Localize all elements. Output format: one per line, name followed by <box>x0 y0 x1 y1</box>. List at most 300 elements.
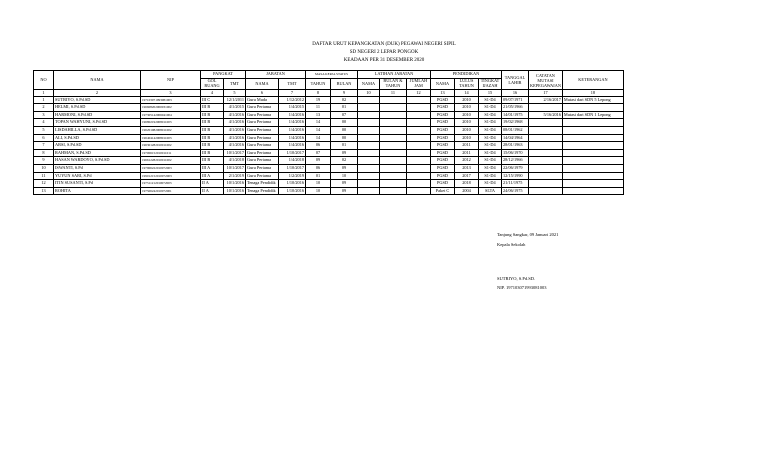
cell-lulus: 2018 <box>455 180 479 188</box>
table-row <box>34 96 624 104</box>
cell-mk-tahun: 06 <box>306 142 331 150</box>
cell-nama: HELMI, S.Pd.SD <box>54 104 141 112</box>
cell-mk-tahun: 14 <box>306 126 331 134</box>
cell-tmt: 4/1/2016 <box>224 111 246 119</box>
cell-nip: 196301282010011002 <box>141 142 201 150</box>
header-tahun: TAHUN <box>306 79 331 90</box>
cell-nip: 196201082008011002 <box>141 126 201 134</box>
cell-tingkat: S1-D4 <box>479 126 502 134</box>
cell-gol: III B <box>201 104 224 112</box>
cell-pend-nama: PGSD <box>431 164 455 172</box>
cell-pend-nama: PGSD <box>431 180 455 188</box>
cell-empty <box>380 119 407 127</box>
cell-lahir: 22/06/1979 <box>502 164 529 172</box>
cell-lahir: 24/06/1975 <box>502 187 529 195</box>
table-row <box>34 126 624 134</box>
cell-jab-tmt: 1/4/2018 <box>279 157 306 165</box>
cell-nama: HASAN WARDOYO, S.Pd.SD <box>54 157 141 165</box>
cell-empty <box>407 142 431 150</box>
cell-empty <box>407 164 431 172</box>
cell-empty <box>407 172 431 180</box>
cell-lahir: 14/01/1975 <box>502 111 529 119</box>
cell-lulus: 2010 <box>455 126 479 134</box>
cell-empty <box>380 149 407 157</box>
cell-tingkat: S1-D4 <box>479 180 502 188</box>
table-row <box>34 134 624 142</box>
cell-no: 1 <box>34 96 54 104</box>
cell-jab-nama: Guru Pertama <box>246 157 279 165</box>
header-row-1 <box>34 71 624 79</box>
cell-no: 9 <box>34 157 54 165</box>
report-date: KEADAAN PER 31 DESEMBER 2020 <box>343 58 425 63</box>
cell-lulus: 2010 <box>455 111 479 119</box>
header-nip: NIP <box>141 71 201 90</box>
column-number: 16 <box>502 90 529 97</box>
table-row <box>34 157 624 165</box>
cell-gol: III A <box>201 172 224 180</box>
cell-gol: III B <box>201 111 224 119</box>
cell-jab-tmt: 1/10/2016 <box>279 180 306 188</box>
cell-empty <box>407 111 431 119</box>
cell-mk-tahun: 07 <box>306 149 331 157</box>
cell-empty <box>380 96 407 104</box>
cell-tmt: 4/1/2018 <box>224 157 246 165</box>
cell-empty <box>358 180 380 188</box>
header-tmt: TMT <box>224 79 246 90</box>
cell-pend-nama: PGSD <box>431 157 455 165</box>
header-jab-tmt: TMT <box>279 79 306 90</box>
column-number: 4 <box>201 90 224 97</box>
cell-pend-nama: Paket C <box>431 187 455 195</box>
cell-mutasi <box>529 134 563 142</box>
cell-no: 13 <box>34 187 54 195</box>
cell-no: 6 <box>34 134 54 142</box>
header-pendidikan: PENDIDIKAN <box>431 71 502 79</box>
cell-empty <box>407 180 431 188</box>
cell-gol: III C <box>201 96 224 104</box>
cell-tmt: 2/1/2019 <box>224 172 246 180</box>
cell-jab-nama: Guru Pertama <box>246 111 279 119</box>
cell-mk-bulan: 01 <box>331 142 358 150</box>
cell-lahir: 28/01/1963 <box>502 142 529 150</box>
cell-empty <box>358 142 380 150</box>
cell-nip: 197305142006041004 <box>141 111 201 119</box>
cell-empty <box>380 126 407 134</box>
cell-empty <box>407 187 431 195</box>
cell-ket <box>562 164 623 172</box>
cell-mk-bulan: 00 <box>331 126 358 134</box>
header-pend-nama: NAMA <box>431 79 455 90</box>
cell-empty <box>358 187 380 195</box>
cell-gol: III B <box>201 134 224 142</box>
cell-empty <box>407 149 431 157</box>
cell-ket <box>562 180 623 188</box>
cell-lahir: 21/11/1975 <box>502 180 529 188</box>
cell-nama: LISDAHILLA, S.Pd.SD <box>54 126 141 134</box>
cell-tmt: 10/1/2017 <box>224 149 246 157</box>
cell-empty <box>358 149 380 157</box>
cell-tmt: 10/1/2016 <box>224 187 246 195</box>
column-number: 5 <box>224 90 246 97</box>
cell-jab-nama: Guru Muda <box>246 96 279 104</box>
column-number: 14 <box>455 90 479 97</box>
cell-mk-tahun: 14 <box>306 119 331 127</box>
column-number: 6 <box>246 90 279 97</box>
cell-gol: III B <box>201 142 224 150</box>
cell-pend-nama: PGSD <box>431 172 455 180</box>
header-bulan-tahun: BULAN & TAHUN <box>380 79 407 90</box>
cell-empty <box>380 142 407 150</box>
table-row <box>34 149 624 157</box>
column-number: 17 <box>529 90 563 97</box>
cell-empty <box>358 111 380 119</box>
signature-nip: NIP. 197103071993081003 <box>497 285 547 290</box>
table-row <box>34 180 624 188</box>
cell-mutasi <box>529 172 563 180</box>
cell-empty <box>407 104 431 112</box>
header-masa-kerja: MASA KERJA STATUS <box>306 71 358 79</box>
cell-tingkat: S1-D4 <box>479 164 502 172</box>
header-tanggal-lahir: TANGGAL LAHIR <box>502 71 529 90</box>
cell-gol: III B <box>201 126 224 134</box>
cell-pend-nama: PGSD <box>431 96 455 104</box>
cell-lahir: 12/15/1990 <box>502 172 529 180</box>
cell-mutasi: 5/16/2016 <box>529 111 563 119</box>
cell-mk-bulan: 02 <box>331 96 358 104</box>
header-latihan: LATIHAN JABATAN <box>358 71 431 79</box>
cell-jab-nama: Guru Pertama <box>246 172 279 180</box>
header-lat-nama: NAMA <box>358 79 380 90</box>
cell-tmt: 4/1/2016 <box>224 126 246 134</box>
cell-mk-tahun: 01 <box>306 172 331 180</box>
table-row <box>34 164 624 172</box>
cell-mutasi <box>529 157 563 165</box>
cell-tmt: 12/1/2011 <box>224 96 246 104</box>
cell-lahir: 19/02/1968 <box>502 119 529 127</box>
cell-tingkat: S1-D4 <box>479 142 502 150</box>
cell-ket <box>562 172 623 180</box>
header-pangkat: PANGKAT <box>201 71 246 79</box>
cell-nama: YUYUN SARI, S.Pd <box>54 172 141 180</box>
cell-ket <box>562 119 623 127</box>
cell-jab-tmt: 1/4/2016 <box>279 126 306 134</box>
cell-mk-bulan: 00 <box>331 134 358 142</box>
cell-lulus: 2017 <box>455 172 479 180</box>
cell-nama: ARSI, S.Pd.SD <box>54 142 141 150</box>
cell-empty <box>380 157 407 165</box>
cell-tingkat: S1-D4 <box>479 111 502 119</box>
cell-jab-nama: Guru Pertama <box>246 119 279 127</box>
cell-jab-nama: Guru Pertama <box>246 164 279 172</box>
cell-ket: Mutasi dari SDN 5 Lepong <box>562 96 623 104</box>
cell-tmt: 10/1/2016 <box>224 180 246 188</box>
cell-lulus: 2011 <box>455 142 479 150</box>
cell-empty <box>380 111 407 119</box>
table-row <box>34 187 624 195</box>
cell-tingkat: S1-D4 <box>479 104 502 112</box>
cell-tingkat: SLTA <box>479 187 502 195</box>
cell-tingkat: S1-D4 <box>479 134 502 142</box>
cell-tingkat: S1-D4 <box>479 96 502 104</box>
cell-pend-nama: PGSD <box>431 119 455 127</box>
cell-tingkat: S1-D4 <box>479 119 502 127</box>
cell-empty <box>380 187 407 195</box>
cell-mk-bulan: 10 <box>331 172 358 180</box>
cell-jab-nama: Guru Pertama <box>246 134 279 142</box>
cell-no: 4 <box>34 119 54 127</box>
cell-mutasi <box>529 142 563 150</box>
cell-mk-tahun: 09 <box>306 157 331 165</box>
cell-mk-bulan: 09 <box>331 149 358 157</box>
cell-gol: III A <box>201 164 224 172</box>
cell-jab-nama: Guru Pertama <box>246 142 279 150</box>
cell-ket: Mutasi dari SDN 1 Lepong <box>562 111 623 119</box>
cell-ket <box>562 149 623 157</box>
cell-lulus: 2010 <box>455 104 479 112</box>
cell-empty <box>358 119 380 127</box>
cell-jab-nama: Guru Pertama <box>246 104 279 112</box>
cell-mk-bulan: 00 <box>331 119 358 127</box>
cell-empty <box>358 157 380 165</box>
duk-table <box>33 70 624 195</box>
cell-nip: 197103071993081003 <box>141 96 201 104</box>
cell-lulus: 2010 <box>455 96 479 104</box>
column-number: 8 <box>306 90 331 97</box>
cell-empty <box>407 126 431 134</box>
cell-jab-nama: Guru Pertama <box>246 126 279 134</box>
table-row <box>34 111 624 119</box>
cell-tingkat: S1-D4 <box>479 149 502 157</box>
column-number: 12 <box>407 90 431 97</box>
cell-no: 10 <box>34 164 54 172</box>
cell-lahir: 08/01/1962 <box>502 126 529 134</box>
cell-nama: TOPAN WAHYUNI, S.Pd.SD <box>54 119 141 127</box>
cell-tmt: 4/1/2016 <box>224 142 246 150</box>
header-jumlah-jam: JUMLAH JAM <box>407 79 431 90</box>
cell-mk-bulan: 01 <box>331 104 358 112</box>
cell-nama: RAHMAN, S.Pd.SD <box>54 149 141 157</box>
table-body <box>34 96 624 195</box>
cell-lahir: 15/06/1970 <box>502 149 529 157</box>
header-tingkat-ijazah: TINGKAT IJAZAH <box>479 79 502 90</box>
cell-tingkat: S1-D4 <box>479 172 502 180</box>
cell-mk-bulan: 07 <box>331 111 358 119</box>
cell-mutasi <box>529 149 563 157</box>
column-number: 1 <box>34 90 54 97</box>
cell-lahir: 09/07/1971 <box>502 96 529 104</box>
cell-mk-tahun: 13 <box>306 111 331 119</box>
cell-nama: ITIN SUSANTI, S.Pd <box>54 180 141 188</box>
header-nama: NAMA <box>54 71 141 90</box>
cell-pend-nama: PGSD <box>431 111 455 119</box>
signature-name: SUTRIYO, S.Pd.SD. <box>497 276 536 281</box>
cell-empty <box>407 96 431 104</box>
header-catatan-mutasi: CATATAN MUTASI KEPEGAWAIAN <box>530 72 561 88</box>
table-row <box>34 142 624 150</box>
cell-tmt: 4/1/2015 <box>224 104 246 112</box>
cell-nip: 196612282010011002 <box>141 157 201 165</box>
cell-mutasi: 2/16/2017 <box>529 96 563 104</box>
cell-mk-bulan: 09 <box>331 187 358 195</box>
cell-no: 5 <box>34 126 54 134</box>
cell-pend-nama: PGSD <box>431 126 455 134</box>
cell-mk-tahun: 10 <box>306 187 331 195</box>
cell-mutasi <box>529 104 563 112</box>
cell-tingkat: S1-D4 <box>479 157 502 165</box>
cell-ket <box>562 157 623 165</box>
header-gol-ruang: GOL RUANG <box>201 79 224 90</box>
cell-empty <box>358 126 380 134</box>
cell-empty <box>407 157 431 165</box>
cell-gol: III B <box>201 157 224 165</box>
cell-jab-tmt: 1/4/2016 <box>279 142 306 150</box>
cell-jab-tmt: 1/4/2016 <box>279 119 306 127</box>
table-row <box>34 119 624 127</box>
cell-empty <box>358 104 380 112</box>
cell-nip: 196404142008011003 <box>141 134 201 142</box>
cell-jab-nama: Guru Pertama <box>246 149 279 157</box>
cell-mk-tahun: 19 <box>306 96 331 104</box>
cell-tmt: 10/1/2017 <box>224 164 246 172</box>
cell-gol: III B <box>201 119 224 127</box>
cell-lulus: 2013 <box>455 164 479 172</box>
cell-empty <box>358 134 380 142</box>
cell-jab-tmt: 1/4/2016 <box>279 134 306 142</box>
column-number-row <box>34 90 624 97</box>
cell-jab-tmt: 1/10/2017 <box>279 164 306 172</box>
cell-nama: HARMONI, S.Pd.SD <box>54 111 141 119</box>
cell-empty <box>358 164 380 172</box>
cell-nip: 197506242010072001 <box>141 187 201 195</box>
header-no: NO <box>34 71 54 90</box>
cell-pend-nama: PGSD <box>431 134 455 142</box>
cell-empty <box>407 119 431 127</box>
cell-tmt: 4/1/2016 <box>224 134 246 142</box>
cell-nama: SUTRIYO, S.Pd.SD <box>54 96 141 104</box>
cell-no: 11 <box>34 172 54 180</box>
table-row <box>34 172 624 180</box>
document-title-block <box>0 41 768 65</box>
cell-empty <box>358 172 380 180</box>
cell-lulus: 2010 <box>455 119 479 127</box>
cell-lulus: 2004 <box>455 187 479 195</box>
column-number: 11 <box>380 90 407 97</box>
cell-empty <box>380 172 407 180</box>
header-jab-nama: NAMA <box>246 79 279 90</box>
column-number: 18 <box>562 90 623 97</box>
cell-jab-nama: Tenaga Pendidik <box>246 180 279 188</box>
cell-ket <box>562 142 623 150</box>
cell-nip: 197006152010011011 <box>141 149 201 157</box>
cell-nip: 197906222010072003 <box>141 164 201 172</box>
cell-nama: ROHITA <box>54 187 141 195</box>
cell-jab-tmt: 1/12/2012 <box>279 96 306 104</box>
cell-ket <box>562 134 623 142</box>
cell-mk-bulan: 02 <box>331 157 358 165</box>
cell-ket <box>562 187 623 195</box>
cell-empty <box>380 180 407 188</box>
column-number: 15 <box>479 90 502 97</box>
cell-no: 3 <box>34 111 54 119</box>
cell-pend-nama: PGSD <box>431 104 455 112</box>
cell-mk-bulan: 09 <box>331 180 358 188</box>
cell-mk-tahun: 11 <box>306 104 331 112</box>
header-lulus-tahun: LULUS TAHUN <box>455 79 479 90</box>
header-keterangan: KETERANGAN <box>562 71 623 90</box>
cell-no: 8 <box>34 149 54 157</box>
school-name: SD NEGERI 2 LEPAR PONGOK <box>349 50 419 55</box>
table-row <box>34 104 624 112</box>
cell-mutasi <box>529 180 563 188</box>
cell-nip: 196802192008011003 <box>141 119 201 127</box>
cell-jab-tmt: 1/10/2016 <box>279 187 306 195</box>
cell-empty <box>358 96 380 104</box>
cell-ket <box>562 104 623 112</box>
cell-mk-bulan: 09 <box>331 164 358 172</box>
cell-nip: 197511212010072003 <box>141 180 201 188</box>
cell-jab-tmt: 1/4/2016 <box>279 111 306 119</box>
cell-jab-tmt: 1/2/2019 <box>279 172 306 180</box>
cell-mutasi <box>529 164 563 172</box>
cell-nama: ALI, S.Pd.SD <box>54 134 141 142</box>
cell-no: 12 <box>34 180 54 188</box>
signature-place-date: Tanjung Sangkar, 09 Januari 2021 <box>497 232 559 237</box>
cell-empty <box>407 134 431 142</box>
cell-lulus: 2011 <box>455 149 479 157</box>
cell-lahir: 14/04/1964 <box>502 134 529 142</box>
cell-mutasi <box>529 187 563 195</box>
cell-mk-tahun: 06 <box>306 164 331 172</box>
document-title: DAFTAR URUT KEPANGKATAN (DUK) PEGAWAI NEGERI SIPIL <box>312 42 456 47</box>
column-number: 9 <box>331 90 358 97</box>
cell-lulus: 2012 <box>455 157 479 165</box>
header-bulan: BULAN <box>331 79 358 90</box>
cell-jab-tmt: 1/4/2015 <box>279 104 306 112</box>
cell-lulus: 2010 <box>455 134 479 142</box>
cell-empty <box>380 164 407 172</box>
cell-lahir: 21/05/1966 <box>502 104 529 112</box>
cell-pend-nama: PGSD <box>431 142 455 150</box>
cell-lahir: 28/12/1966 <box>502 157 529 165</box>
cell-mutasi <box>529 126 563 134</box>
cell-gol: II A <box>201 180 224 188</box>
cell-nip: 196608202000031002 <box>141 104 201 112</box>
cell-jab-nama: Tenaga Pendidik <box>246 187 279 195</box>
column-number: 13 <box>431 90 455 97</box>
cell-ket <box>562 126 623 134</box>
cell-no: 2 <box>34 104 54 112</box>
cell-nama: ISWANTI, S.Pd <box>54 164 141 172</box>
column-number: 3 <box>141 90 201 97</box>
cell-mutasi <box>529 119 563 127</box>
cell-gol: II A <box>201 187 224 195</box>
cell-tmt: 4/1/2016 <box>224 119 246 127</box>
column-number: 7 <box>279 90 306 97</box>
column-number: 10 <box>358 90 380 97</box>
cell-mk-tahun: 10 <box>306 180 331 188</box>
cell-pend-nama: PGSD <box>431 149 455 157</box>
cell-jab-tmt: 1/10/2017 <box>279 149 306 157</box>
cell-nip: 199012152010072003 <box>141 172 201 180</box>
cell-empty <box>380 134 407 142</box>
header-jabatan: JABATAN <box>246 71 306 79</box>
column-number: 2 <box>54 90 141 97</box>
cell-gol: III B <box>201 149 224 157</box>
signature-role: Kepala Sekolah <box>497 242 526 247</box>
cell-empty <box>380 104 407 112</box>
cell-mk-tahun: 14 <box>306 134 331 142</box>
cell-no: 7 <box>34 142 54 150</box>
